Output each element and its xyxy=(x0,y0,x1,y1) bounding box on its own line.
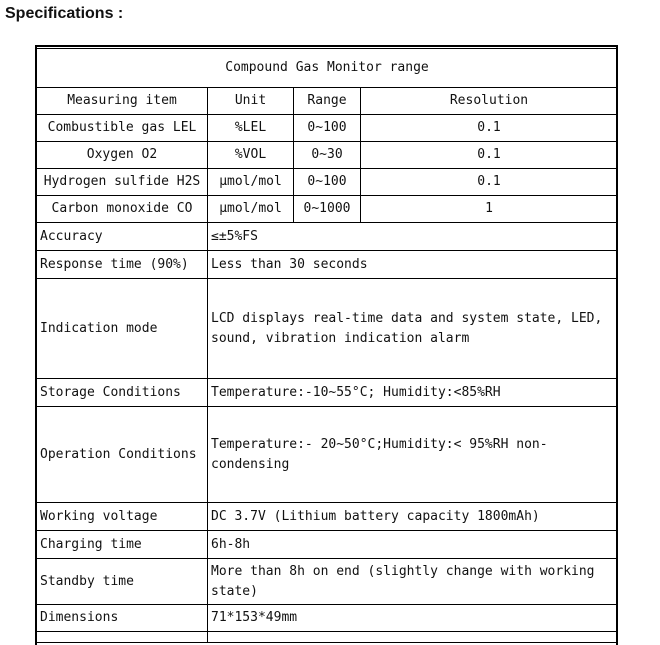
spec-label: Working voltage xyxy=(37,503,208,531)
spec-label: Standby time xyxy=(37,559,208,605)
gas-resolution: 0.1 xyxy=(361,169,618,196)
spec-table xyxy=(36,48,618,643)
header-unit: Unit xyxy=(208,88,294,115)
gas-range: 0~30 xyxy=(294,142,361,169)
spec-label: Dimensions xyxy=(37,605,208,632)
table-row xyxy=(37,142,618,169)
table-row xyxy=(37,196,618,223)
gas-item: Hydrogen sulfide H2S xyxy=(37,169,208,196)
spec-label: Indication mode xyxy=(37,279,208,379)
gas-unit: μmol/mol xyxy=(208,196,294,223)
page-heading: Specifications : xyxy=(5,5,124,22)
title-row xyxy=(37,49,618,88)
gas-item: Carbon monoxide CO xyxy=(37,196,208,223)
spec-label: Operation Conditions xyxy=(37,407,208,503)
spec-row-accuracy xyxy=(37,223,618,251)
spec-value: ≤±5%FS xyxy=(208,223,618,251)
spec-row-response-time xyxy=(37,251,618,279)
spec-row-working-voltage xyxy=(37,503,618,531)
gas-unit: %VOL xyxy=(208,142,294,169)
spec-value: Temperature:- 20~50°C;Humidity:< 95%RH non-condensing xyxy=(208,407,618,503)
spec-row-operation-conditions xyxy=(37,407,618,503)
spec-value: LCD displays real-time data and system state, LED, sound, vibration indication alarm xyxy=(208,279,618,379)
table-row xyxy=(37,115,618,142)
gas-resolution: 0.1 xyxy=(361,115,618,142)
spec-label: Accuracy xyxy=(37,223,208,251)
spec-value: DC 3.7V (Lithium battery capacity 1800mAh) xyxy=(208,503,618,531)
spec-value: Less than 30 seconds xyxy=(208,251,618,279)
header-range: Range xyxy=(294,88,361,115)
table-row-cut-off xyxy=(37,632,618,643)
gas-resolution: 0.1 xyxy=(361,142,618,169)
table-row xyxy=(37,169,618,196)
spec-label: Charging time xyxy=(37,531,208,559)
header-row xyxy=(37,88,618,115)
spec-value: More than 8h on end (slightly change with working state) xyxy=(208,559,618,605)
spec-row-dimensions xyxy=(37,605,618,632)
gas-range: 0~100 xyxy=(294,169,361,196)
spec-value: 6h-8h xyxy=(208,531,618,559)
spec-label: Response time (90%) xyxy=(37,251,208,279)
gas-item: Oxygen O2 xyxy=(37,142,208,169)
spec-row-storage-conditions xyxy=(37,379,618,407)
gas-item: Combustible gas LEL xyxy=(37,115,208,142)
header-resolution: Resolution xyxy=(361,88,618,115)
table-title: Compound Gas Monitor range xyxy=(37,49,618,88)
header-measuring-item: Measuring item xyxy=(37,88,208,115)
spec-row-standby-time xyxy=(37,559,618,605)
empty-cell xyxy=(208,632,618,643)
empty-cell xyxy=(37,632,208,643)
gas-range: 0~100 xyxy=(294,115,361,142)
spec-value: 71*153*49mm xyxy=(208,605,618,632)
spec-label: Storage Conditions xyxy=(37,379,208,407)
gas-unit: μmol/mol xyxy=(208,169,294,196)
gas-unit: %LEL xyxy=(208,115,294,142)
gas-resolution: 1 xyxy=(361,196,618,223)
spec-row-charging-time xyxy=(37,531,618,559)
spec-value: Temperature:-10~55°C; Humidity:<85%RH xyxy=(208,379,618,407)
spec-row-indication-mode xyxy=(37,279,618,379)
gas-range: 0~1000 xyxy=(294,196,361,223)
